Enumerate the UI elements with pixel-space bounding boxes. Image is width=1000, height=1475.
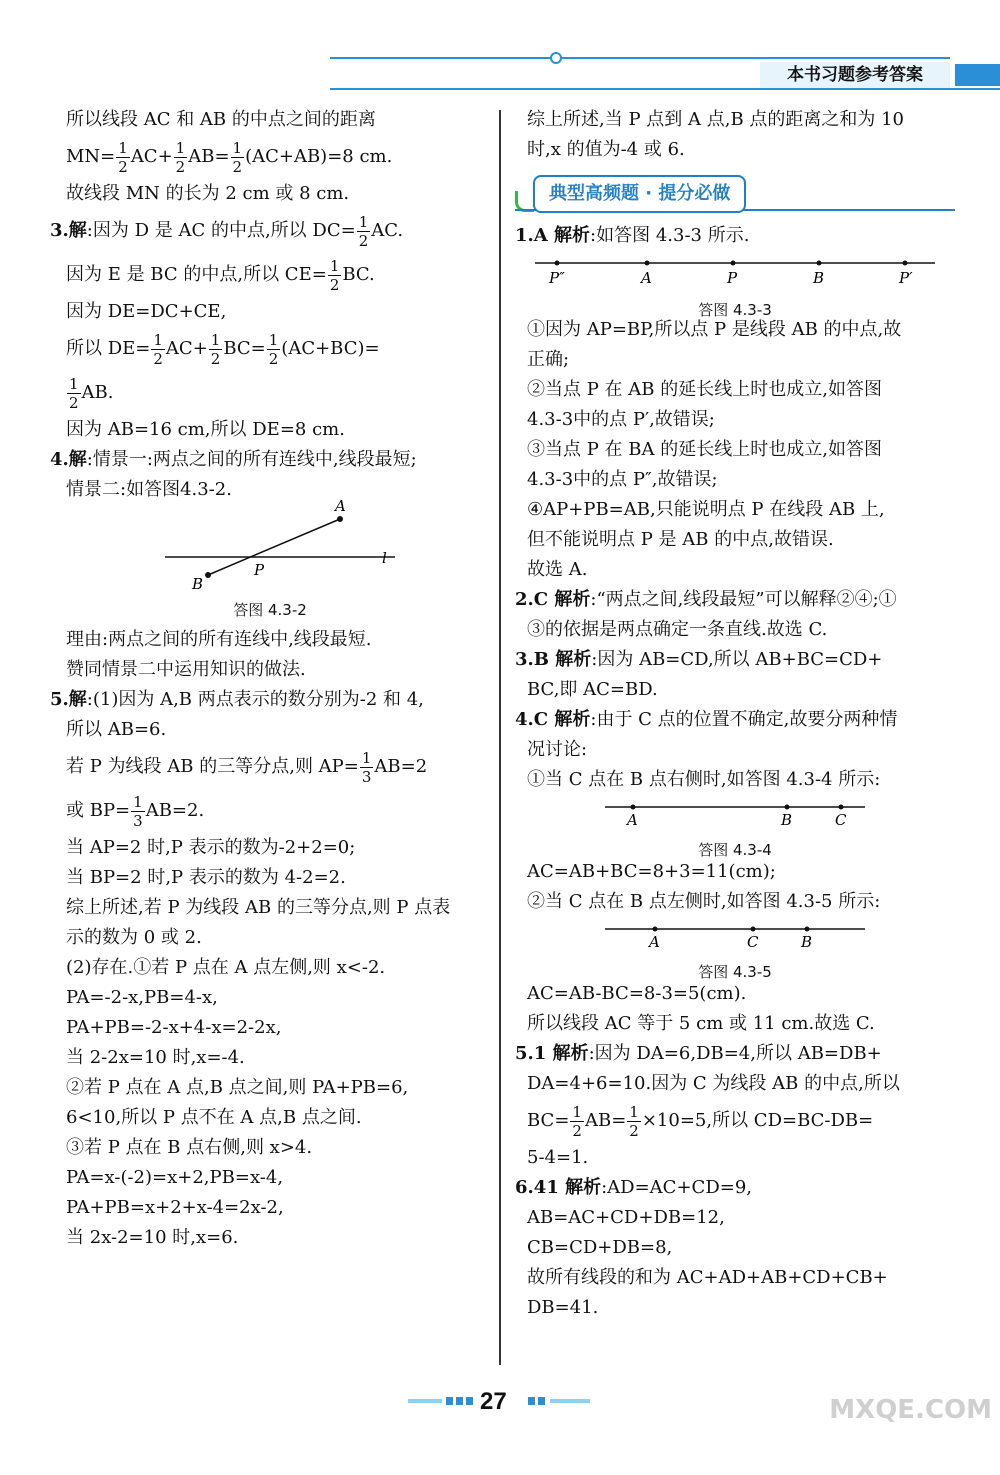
a1-line: 1.A 解析:如答图 4.3-3 所示. (515, 225, 750, 246)
figure-caption: 答图 4.3-5 (698, 963, 772, 981)
question-label: 4.C 解析 (515, 709, 591, 730)
point-a (337, 516, 343, 522)
text-line: ③当点 P 在 BA 的延长线上时也成立,如答图 (527, 439, 882, 460)
point-label: P′ (899, 269, 913, 287)
question-label: 1.A 解析 (515, 225, 591, 246)
text-line: 因为 AB=16 cm,所以 DE=8 cm. (66, 419, 345, 440)
point (631, 805, 636, 810)
point (555, 261, 560, 266)
fraction: $\frac{1}{2}$ (268, 330, 279, 368)
point (731, 261, 736, 266)
text-line: CB=CD+DB=8, (527, 1237, 673, 1258)
text-line: 当 AP=2 时,P 表示的数为-2+2=0; (66, 837, 356, 858)
fraction: $\frac{1}{2}$ (358, 212, 369, 250)
point (817, 261, 822, 266)
label-a: A (335, 497, 346, 515)
point-label: B (801, 933, 813, 951)
text-line: ①当 C 点在 B 点右侧时,如答图 4.3-4 所示: (527, 769, 881, 790)
question-label: 6.41 解析 (515, 1177, 602, 1198)
fraction: $\frac{1}{2}$ (329, 256, 340, 294)
q3-line: 因为 E 是 BC 的中点,所以 CE= $\frac{1}{2}$ BC. (66, 256, 375, 294)
text-line: 况讨论: (527, 739, 588, 760)
text-line: DA=4+6=10.因为 C 为线段 AB 的中点,所以 (527, 1073, 900, 1094)
q3-line: 所以 DE= $\frac{1}{2}$ AC+ $\frac{1}{2}$ BC= $\frac{1}{2}$ (AC+BC)= (66, 330, 380, 368)
text-line: 所以线段 AC 和 AB 的中点之间的距离 (66, 109, 376, 130)
a6-line: 6.41 解析:AD=AC+CD=9, (515, 1177, 752, 1198)
question-label: 2.C 解析 (515, 589, 591, 610)
right-column (515, 105, 955, 1323)
text-line: 赞同情景二中运用知识的做法. (66, 659, 306, 680)
label-b: B (192, 575, 204, 593)
text-line: PA=-2-x,PB=4-x, (66, 987, 218, 1008)
fraction: $\frac{1}{3}$ (133, 792, 143, 830)
q4-line: 4.解:情景一:两点之间的所有连线中,线段最短; (50, 449, 417, 470)
point (785, 805, 790, 810)
page-number-decoration-right (528, 1397, 594, 1405)
text-line: 4.3-3中的点 P″,故错误; (527, 469, 718, 490)
point-label: B (781, 811, 793, 829)
text-line: 理由:两点之间的所有连线中,线段最短. (66, 629, 372, 650)
page-number-decoration-left (408, 1397, 474, 1405)
fraction: $\frac{1}{2}$ (69, 374, 79, 412)
section-header (515, 171, 955, 215)
figure-4-3-5 (515, 921, 955, 981)
a3-line: 3.B 解析:因为 AB=CD,所以 AB+BC=CD+ (515, 649, 883, 670)
point-label: P (727, 269, 738, 287)
fraction: $\frac{1}{2}$ (118, 138, 128, 176)
text-line: BC,即 AC=BD. (527, 679, 658, 700)
text-line: 所以线段 AC 等于 5 cm 或 11 cm.故选 C. (527, 1013, 875, 1034)
text-line: 因为 DE=DC+CE, (66, 301, 227, 322)
text-line: DB=41. (527, 1297, 599, 1318)
q5-line: 或 BP= $\frac{1}{3}$ AB=2. (66, 792, 205, 830)
column-divider (499, 110, 501, 1365)
section-title: 典型高频题 · 提分必做 (533, 175, 746, 213)
a5-line: BC= $\frac{1}{2}$ AB= $\frac{1}{2}$ ×10=5,所以 CD=BC-DB= (527, 1102, 874, 1140)
point-label: A (649, 933, 660, 951)
text-line: ④AP+PB=AB,只能说明点 P 在线段 AB 上, (527, 499, 885, 520)
text-line: 4.3-3中的点 P′,故错误; (527, 409, 715, 430)
q5-line: 5.解:(1)因为 A,B 两点表示的数分别为-2 和 4, (50, 689, 424, 710)
a4-line: 4.C 解析:由于 C 点的位置不确定,故要分两种情 (515, 709, 898, 730)
text-line: PA+PB=x+2+x-4=2x-2, (66, 1197, 284, 1218)
text-line: 故选 A. (527, 559, 588, 580)
segment-ab (208, 519, 340, 575)
number-line-diagram (515, 799, 955, 829)
header-tab (955, 64, 1000, 86)
watermark: MXQE.COM (829, 1395, 992, 1425)
question-label: 3.解 (50, 220, 87, 241)
point-label: A (627, 811, 638, 829)
point (751, 927, 756, 932)
number-line-diagram (515, 255, 955, 289)
text-line: 情景二:如答图4.3-2. (66, 479, 232, 500)
q3-line: 3.解:因为 D 是 AC 的中点,所以 DC= $\frac{1}{2}$ AC. (50, 212, 404, 250)
text-line: 所以 AB=6. (66, 719, 167, 740)
figure-caption: 答图 4.3-4 (698, 841, 772, 859)
a5-line: 5.1 解析:因为 DA=6,DB=4,所以 AB=DB+ (515, 1043, 882, 1064)
q3-line: $\frac{1}{2}$ AB. (69, 374, 114, 412)
text-line: ②当 C 点在 B 点左侧时,如答图 4.3-5 所示: (527, 891, 881, 912)
header-title: 本书习题参考答案 (760, 62, 950, 88)
point-label: C (747, 933, 759, 951)
text-line: 故所有线段的和为 AC+AD+AB+CD+CB+ (527, 1267, 888, 1288)
text-line: 时,x 的值为-4 或 6. (527, 139, 685, 160)
text-line: 当 2x-2=10 时,x=6. (66, 1227, 239, 1248)
text-line: 当 2-2x=10 时,x=-4. (66, 1047, 245, 1068)
text-line: 当 BP=2 时,P 表示的数为 4-2=2. (66, 867, 346, 888)
fraction: $\frac{1}{2}$ (210, 330, 221, 368)
page-number: 27 (480, 1388, 507, 1415)
question-label: 3.B 解析 (515, 649, 592, 670)
text-line: 综上所述,若 P 为线段 AB 的三等分点,则 P 点表 (66, 897, 451, 918)
fraction: $\frac{1}{2}$ (232, 138, 243, 176)
point (805, 927, 810, 932)
point-label: A (641, 269, 652, 287)
question-label: 4.解 (50, 449, 87, 470)
text-line: ③若 P 点在 B 点右侧,则 x>4. (66, 1137, 313, 1158)
left-column (50, 105, 490, 1253)
text-line: 5-4=1. (527, 1147, 589, 1168)
fraction: $\frac{1}{3}$ (361, 748, 372, 786)
header-rule (330, 57, 950, 59)
equation-mn: MN= $\frac{1}{2}$ AC+ $\frac{1}{2}$ AB= $\frac{1}{2}$ (AC+AB)=8 cm. (66, 138, 393, 176)
text-line: AC=AB-BC=8-3=5(cm). (527, 983, 747, 1004)
text-line: 综上所述,当 P 点到 A 点,B 点的距离之和为 10 (527, 109, 905, 130)
question-label: 5.1 解析 (515, 1043, 589, 1064)
label-p: P (254, 561, 265, 579)
header-dot (550, 52, 562, 64)
text-line: ③的依据是两点确定一条直线.故选 C. (527, 619, 828, 640)
text-line: 故线段 MN 的长为 2 cm 或 8 cm. (66, 183, 350, 204)
point-b (205, 572, 211, 578)
point (839, 805, 844, 810)
fraction: $\frac{1}{2}$ (629, 1102, 639, 1140)
text-line: (2)存在.①若 P 点在 A 点左侧,则 x<-2. (66, 957, 386, 978)
q5-line: 若 P 为线段 AB 的三等分点,则 AP= $\frac{1}{3}$ AB=2 (66, 748, 428, 786)
fraction: $\frac{1}{2}$ (175, 138, 186, 176)
figure-4-3-2 (50, 497, 490, 621)
fraction: $\frac{1}{2}$ (153, 330, 163, 368)
text-line: 示的数为 0 或 2. (66, 927, 202, 948)
fraction: $\frac{1}{2}$ (572, 1102, 582, 1140)
text-line: AC=AB+BC=8+3=11(cm); (527, 861, 776, 882)
text-line: ①因为 AP=BP,所以点 P 是线段 AB 的中点,故 (527, 319, 902, 340)
text-line: 但不能说明点 P 是 AB 的中点,故错误. (527, 529, 834, 550)
figure-4-3-3 (515, 255, 955, 319)
point (903, 261, 908, 266)
point-label: P″ (549, 269, 565, 287)
point (645, 261, 650, 266)
a2-line: 2.C 解析:“两点之间,线段最短”可以解释②④;① (515, 589, 897, 610)
point-label: B (813, 269, 825, 287)
point-label: C (835, 811, 847, 829)
question-label: 5.解 (50, 689, 87, 710)
text-line: AB=AC+CD+DB=12, (527, 1207, 725, 1228)
label-l: l (382, 549, 387, 567)
header-underline (330, 88, 1000, 90)
text-line: ②若 P 点在 A 点,B 点之间,则 PA+PB=6, (66, 1077, 409, 1098)
figure-4-3-4 (515, 799, 955, 859)
text-line: 6<10,所以 P 点不在 A 点,B 点之间. (66, 1107, 362, 1128)
figure-caption: 答图 4.3-3 (698, 301, 772, 319)
figure-caption: 答图 4.3-2 (233, 601, 307, 619)
text-line: PA=x-(-2)=x+2,PB=x-4, (66, 1167, 284, 1188)
text-line: 正确; (527, 349, 570, 370)
point (653, 927, 658, 932)
number-line-diagram (515, 921, 955, 951)
text-line: ②当点 P 在 AB 的延长线上时也成立,如答图 (527, 379, 882, 400)
text-line: PA+PB=-2-x+4-x=2-2x, (66, 1017, 282, 1038)
